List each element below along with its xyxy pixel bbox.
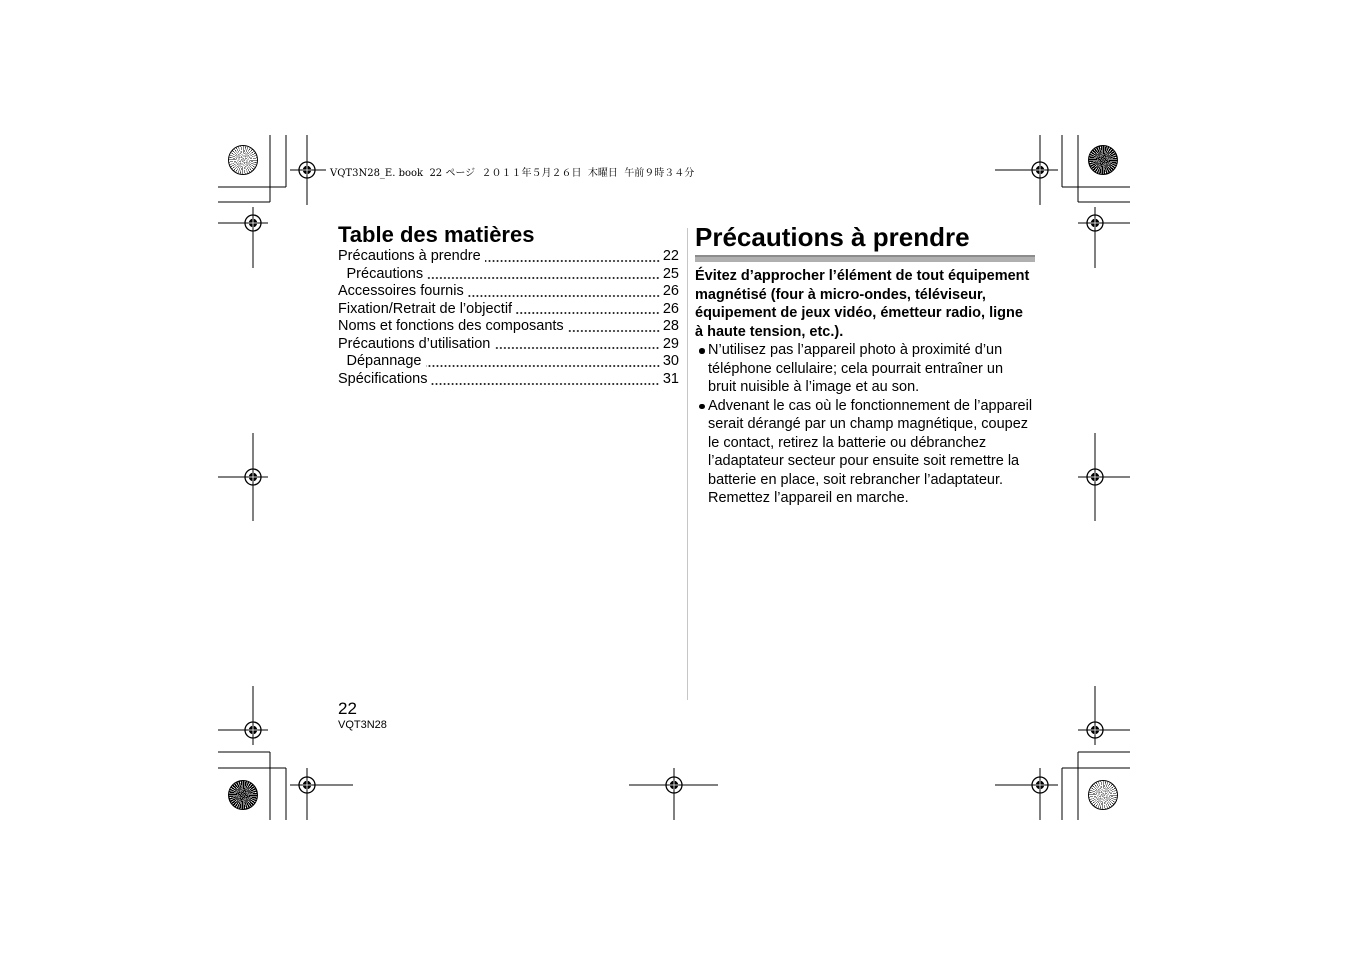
dot-leader bbox=[468, 283, 660, 301]
precaution-line: Advenant le cas où le fonctionnement de l’appareil bbox=[708, 397, 1033, 414]
toc-entry[interactable] bbox=[338, 301, 679, 319]
registration-mark bbox=[290, 135, 326, 205]
precaution-line: téléphone cellulaire; cela pourrait entraîner un bbox=[708, 360, 1004, 377]
dot-leader bbox=[494, 336, 660, 354]
toc-entry-page: 25 bbox=[662, 265, 679, 282]
toc-entry-page: 29 bbox=[662, 335, 679, 352]
registration-dot bbox=[670, 781, 678, 789]
registration-mark bbox=[1078, 207, 1130, 268]
color-target-bottom-left bbox=[228, 780, 258, 810]
toc-entry-label: Noms et fonctions des composants bbox=[338, 318, 564, 335]
toc-entry-page: 26 bbox=[662, 283, 679, 300]
dot-leader bbox=[485, 248, 660, 266]
registration-mark bbox=[290, 768, 353, 820]
toc-entry-label: Précautions bbox=[346, 265, 424, 282]
registration-dot bbox=[303, 166, 311, 174]
toc-entry-label: Accessoires fournis bbox=[338, 283, 464, 300]
toc-entry[interactable] bbox=[338, 283, 679, 301]
dot-leader bbox=[427, 266, 660, 284]
toc-entry-page: 28 bbox=[662, 318, 679, 335]
toc-title: Table des matières bbox=[338, 222, 535, 247]
precaution-item bbox=[695, 397, 1035, 508]
registration-ring bbox=[1032, 777, 1048, 793]
registration-dot bbox=[1091, 473, 1099, 481]
registration-ring bbox=[245, 215, 261, 231]
toc-entry[interactable] bbox=[338, 353, 679, 371]
precaution-item bbox=[695, 341, 1035, 397]
toc-entry[interactable] bbox=[338, 371, 679, 389]
registration-ring bbox=[1087, 215, 1103, 231]
registration-dot bbox=[1091, 219, 1099, 227]
registration-dot bbox=[249, 726, 257, 734]
registration-mark bbox=[1078, 686, 1130, 745]
toc-entry-label: Spécifications bbox=[338, 370, 428, 387]
precaution-line: Remettez l’appareil en marche. bbox=[708, 490, 909, 506]
dot-leader bbox=[568, 318, 660, 336]
warning-line: équipement de jeux vidéo, émetteur radio, ligne bbox=[695, 305, 1023, 321]
toc-entry[interactable] bbox=[338, 336, 679, 354]
bullet-icon bbox=[699, 348, 705, 354]
toc-entry-label: Précautions à prendre bbox=[338, 248, 481, 264]
registration-mark bbox=[218, 686, 268, 745]
bullet-icon bbox=[699, 404, 705, 410]
title-underline-bar bbox=[695, 255, 1035, 262]
registration-ring bbox=[1087, 469, 1103, 485]
dot-leader bbox=[516, 301, 660, 319]
color-target-bottom-right bbox=[1088, 780, 1118, 810]
dot-leader bbox=[431, 371, 659, 389]
warning-line: Évitez d’approcher l’élément de tout équipement bbox=[695, 268, 1030, 284]
toc-entry[interactable] bbox=[338, 248, 679, 266]
precaution-line: l’adaptateur secteur pour ensuite soit remettre la bbox=[708, 453, 1020, 469]
precaution-line: bruit nuisible à l’image et au son. bbox=[708, 379, 920, 395]
toc-entry-label: Précautions d’utilisation bbox=[338, 335, 491, 352]
registration-ring bbox=[1087, 722, 1103, 738]
toc-entry-label: Dépannage bbox=[346, 353, 422, 370]
column-divider bbox=[687, 228, 688, 700]
registration-ring bbox=[299, 777, 315, 793]
warning-line: magnétisé (four à micro-ondes, téléviseur, bbox=[695, 286, 986, 303]
toc-entry-page: 26 bbox=[662, 300, 679, 317]
toc-list bbox=[338, 248, 679, 389]
registration-ring bbox=[1032, 162, 1048, 178]
registration-dot bbox=[249, 219, 257, 227]
section-body bbox=[695, 267, 1035, 508]
registration-mark bbox=[629, 768, 718, 820]
print-slug: VQT3N28_E. book 22 ページ ２０１１年５月２６日 木曜日 午前９時３４分 bbox=[330, 168, 695, 179]
section-title: Précautions à prendre bbox=[695, 222, 970, 252]
registration-dot bbox=[1036, 166, 1044, 174]
registration-mark bbox=[218, 433, 268, 521]
registration-mark bbox=[995, 135, 1058, 205]
registration-dot bbox=[303, 781, 311, 789]
toc-entry-page: 22 bbox=[662, 248, 679, 264]
toc-entry-page: 31 bbox=[662, 370, 679, 387]
model-code: VQT3N28 bbox=[338, 719, 387, 731]
registration-dot bbox=[1091, 726, 1099, 734]
precaution-line: batterie en place, soit rebrancher l’adaptateur. bbox=[708, 471, 1004, 488]
page-number: 22 bbox=[338, 699, 357, 718]
registration-mark bbox=[995, 768, 1058, 820]
magnetic-warning bbox=[695, 267, 1035, 341]
precaution-line: le contact, retirez la batterie ou débranchez bbox=[708, 434, 987, 451]
registration-ring bbox=[299, 162, 315, 178]
registration-ring bbox=[245, 469, 261, 485]
warning-line: à haute tension, etc.). bbox=[695, 323, 844, 340]
registration-dot bbox=[249, 473, 257, 481]
color-target-top-left bbox=[228, 145, 258, 175]
color-target-top-right bbox=[1088, 145, 1118, 175]
registration-ring bbox=[666, 777, 682, 793]
toc-entry[interactable] bbox=[338, 318, 679, 336]
registration-mark bbox=[218, 207, 268, 268]
precaution-line: serait dérangé par un champ magnétique, coupez bbox=[708, 416, 1029, 432]
precaution-list bbox=[695, 341, 1035, 508]
registration-ring bbox=[245, 722, 261, 738]
toc-entry[interactable] bbox=[338, 266, 679, 284]
dot-leader bbox=[426, 353, 660, 371]
registration-dot bbox=[1036, 781, 1044, 789]
registration-mark bbox=[1078, 433, 1130, 521]
toc-entry-page: 30 bbox=[662, 353, 679, 370]
toc-entry-label: Fixation/Retrait de l’objectif bbox=[338, 300, 513, 317]
precaution-line: N’utilisez pas l’appareil photo à proximité d’un bbox=[708, 342, 1003, 358]
